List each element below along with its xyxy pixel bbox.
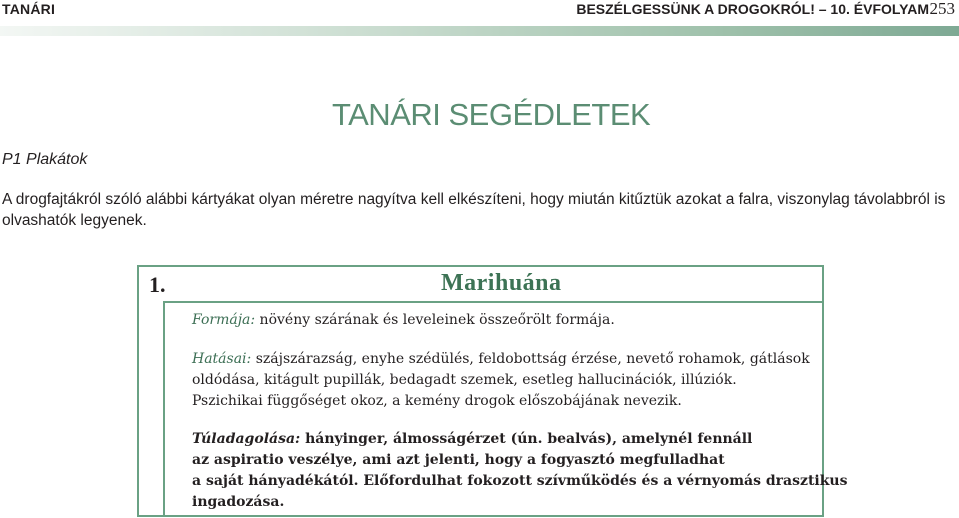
- card-title: Marihuána: [441, 270, 562, 296]
- card-side-divider: [163, 301, 165, 517]
- card-forma-paragraph: [192, 310, 812, 331]
- tuladagolas-line: [192, 429, 812, 450]
- card-tuladagolas-paragraph: [192, 429, 848, 513]
- header-gradient-bar: [0, 26, 959, 36]
- hatasai-text: szájszárazság, enyhe szédülés, feldobottság érzése, nevető rohamok, gátlások: [251, 351, 810, 367]
- forma-text: növény szárának és leveleinek összeőrölt formája.: [255, 312, 615, 328]
- card-hatasai-paragraph: [192, 349, 812, 412]
- hatasai-label: Hatásai:: [192, 351, 252, 367]
- section-subtitle: P1 Plakátok: [2, 151, 88, 168]
- intro-paragraph: A drogfajtákról szóló alábbi kártyákat olyan méretre nagyítva kell elkészíteni, hogy miután kitűztük azokat a falra, viszonylag távolabbról is olvashatók legyenek.: [2, 191, 946, 229]
- page-title: TANÁRI SEGÉDLETEK: [332, 97, 651, 132]
- hatasai-line: Pszichikai függőséget okoz, a kemény drogok előszobájának nevezik.: [192, 393, 682, 409]
- tuladagolas-text: hányinger, álmosságérzet (ún. bealvás), amelynél fennáll: [300, 431, 753, 447]
- hatasai-line: [192, 349, 812, 370]
- tuladagolas-line: a saját hányadékától. Előfordulhat fokozott szívműködés és a vérnyomás drasztikus: [192, 473, 848, 489]
- card-header-divider: [163, 301, 824, 303]
- page-number: 253: [929, 0, 955, 18]
- tuladagolas-line: az aspiratio veszélye, ami azt jelenti, hogy a fogyasztó megfulladhat: [192, 452, 725, 468]
- header-chapter-title: BESZÉLGESSÜNK A DROGOKRÓL! – 10. ÉVFOLYAM: [576, 1, 929, 17]
- card-number: 1.: [149, 272, 166, 297]
- header-section-label: TANÁRI: [2, 1, 56, 17]
- forma-label: Formája:: [192, 312, 256, 328]
- tuladagolas-label: Túladagolása:: [192, 431, 301, 447]
- tuladagolas-line: ingadozása.: [192, 494, 285, 510]
- hatasai-line: oldódása, kitágult pupillák, bedagadt szemek, esetleg hallucinációk, illúziók.: [192, 372, 737, 388]
